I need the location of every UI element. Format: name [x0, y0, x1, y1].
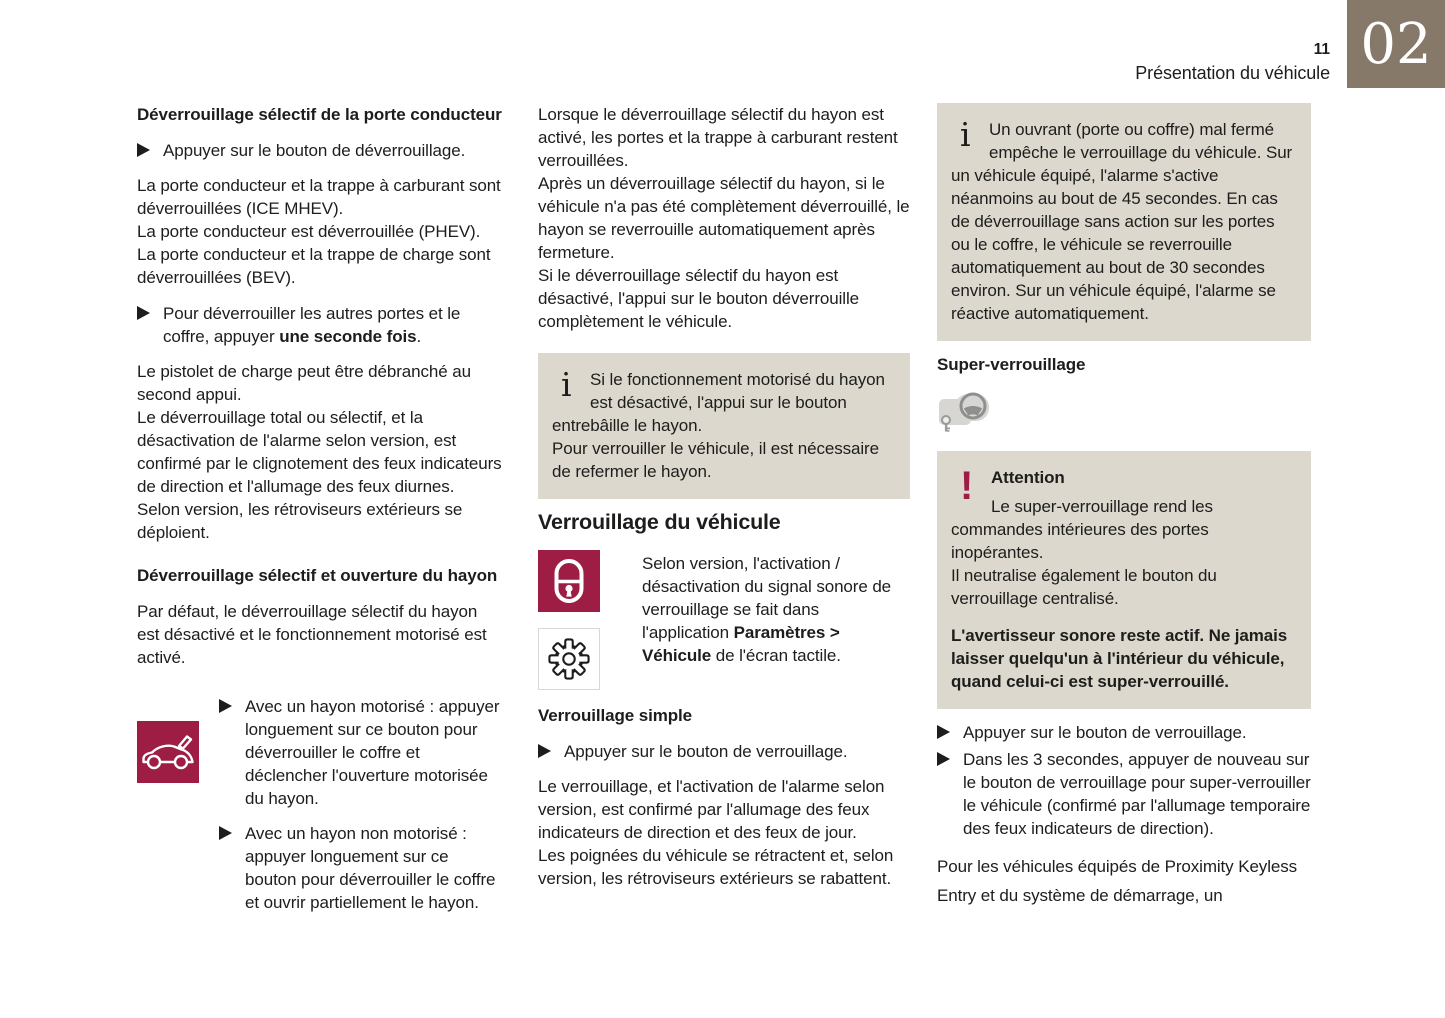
paragraph: Le verrouillage, et l'activation de l'alarme selon version, est confirmé par l'allumage des feux indicateurs de direction et des feux de jour. Les poignées du véhicule se rétractent et, selon version, les rétroviseurs extérieurs se rabattent. [538, 777, 894, 888]
chapter-number: 02 [1360, 11, 1432, 77]
chapter-title: Présentation du véhicule [1135, 63, 1330, 83]
instruction-item: Appuyer sur le bouton de verrouillage. [937, 721, 1311, 744]
info-box: i Un ouvrant (porte ou coffre) mal fermé empêche le verrouillage du véhicule. Sur un véhicule équipé, l'alarme s'active néanmoins au bout de 45 secondes. En cas de déverrouillage sans action sur les portes ou le coffre, le véhicule se reverrouille automatiquement au bout de 30 secondes environ. Sur un véhicule équipé, l'alarme se réactive automatiquement. [937, 103, 1311, 341]
heading-verrouillage-simple: Verrouillage simple [538, 706, 692, 725]
instruction-item: Appuyer sur le bouton de déverrouillage. [137, 139, 503, 162]
warning-exclamation-icon: ! [960, 464, 974, 508]
heading-deverrouillage-hayon: Déverrouillage sélectif et ouverture du hayon [137, 566, 498, 585]
liftgate-open-button-icon [137, 721, 199, 783]
column-middle [538, 103, 910, 903]
heading-super-verrouillage: Super-verrouillage [937, 355, 1086, 374]
instruction-item: Pour déverrouiller les autres portes et le coffre, appuyer une seconde fois. [137, 302, 503, 348]
instruction-item: Appuyer sur le bouton de verrouillage. [538, 740, 910, 763]
icon-column [538, 550, 600, 690]
chapter-number-box [1347, 0, 1445, 88]
bullet-arrow-icon [538, 744, 551, 758]
warning-title: Attention [991, 468, 1065, 487]
key-steering-wheel-icon [937, 389, 991, 435]
lock-button-icon [538, 550, 600, 612]
paragraph: Le pistolet de charge peut être débranché au second appui. Le déverrouillage total ou sélectif, et la désactivation de l'alarme selon version, est confirmé par le clignotement des feux indicateurs de direction et l'allumage des feux diurnes. Selon version, les rétroviseurs extérieurs se déploient. [137, 362, 502, 542]
instruction-item: Avec un hayon motorisé : appuyer longuement sur ce bouton pour déverrouiller le coffre et déclencher l'ouverture motorisée du hayon. [219, 695, 503, 810]
instruction-item: Dans les 3 secondes, appuyer de nouveau sur le bouton de verrouillage pour super-verrouiller le véhicule (confirmé par l'allumage temporaire des feux indicateurs de direction). [937, 748, 1311, 840]
bullet-arrow-icon [137, 143, 150, 157]
liftgate-instruction-row [137, 695, 503, 810]
column-right [937, 103, 1311, 923]
paragraph: La porte conducteur et la trappe à carburant sont déverrouillées (ICE MHEV). La porte conducteur est déverrouillée (PHEV). La porte conducteur et la trappe de charge sont déverrouillées (BEV). [137, 176, 501, 287]
bullet-arrow-icon [937, 752, 950, 766]
info-icon: i [960, 115, 971, 154]
bullet-arrow-icon [137, 306, 150, 320]
info-icon: i [561, 365, 572, 404]
bullet-arrow-icon [219, 699, 232, 713]
bullet-arrow-icon [937, 725, 950, 739]
paragraph: Pour les véhicules équipés de Proximity Keyless Entry et du système de démarrage, un [937, 857, 1298, 905]
info-box: i Si le fonctionnement motorisé du hayon est désactivé, l'appui sur le bouton entrebâille le hayon. Pour verrouiller le véhicule, il est nécessaire de refermer le hayon. [538, 353, 910, 499]
paragraph: Lorsque le déverrouillage sélectif du hayon est activé, les portes et la trappe à carburant restent verrouillées. Après un déverrouillage sélectif du hayon, si le véhicule n'a pas été complètement déverrouillé, le hayon se reverrouille automatiquement après fermeture. Si le déverrouillage sélectif du hayon est désactivé, l'appui sur le bouton déverrouille complètement le véhicule. [538, 105, 910, 331]
bullet-arrow-icon [219, 826, 232, 840]
lock-settings-row: Selon version, l'activation / désactivation du signal sonore de verrouillage se fait dans l'application Paramètres > Véhicule de l'écran tactile. [538, 550, 910, 690]
warning-box: ! Attention Le super-verrouillage rend les commandes intérieures des portes inopérantes. Il neutralise également le bouton du verrouillage centralisé. L'avertisseur sonore reste actif. Ne jamais laisser quelqu'un à l'intérieur du véhicule, quand celui-ci est super-verrouillé. [937, 451, 1311, 709]
instruction-item: Avec un hayon non motorisé : appuyer longuement sur ce bouton pour déverrouiller le coffre et ouvrir partiellement le hayon. [219, 822, 503, 914]
paragraph: Par défaut, le déverrouillage sélectif du hayon est désactivé et le fonctionnement motorisé est activé. [137, 602, 487, 667]
column-left [137, 103, 503, 926]
warning-bold-text: L'avertisseur sonore reste actif. Ne jamais laisser quelqu'un à l'intérieur du véhicule, quand celui-ci est super-verrouillé. [951, 626, 1288, 691]
heading-deverrouillage-selectif-porte: Déverrouillage sélectif de la porte conducteur [137, 105, 502, 124]
page-number: 11 [1313, 41, 1330, 58]
section-heading-verrouillage: Verrouillage du véhicule [538, 510, 781, 534]
settings-gear-icon [538, 628, 600, 690]
